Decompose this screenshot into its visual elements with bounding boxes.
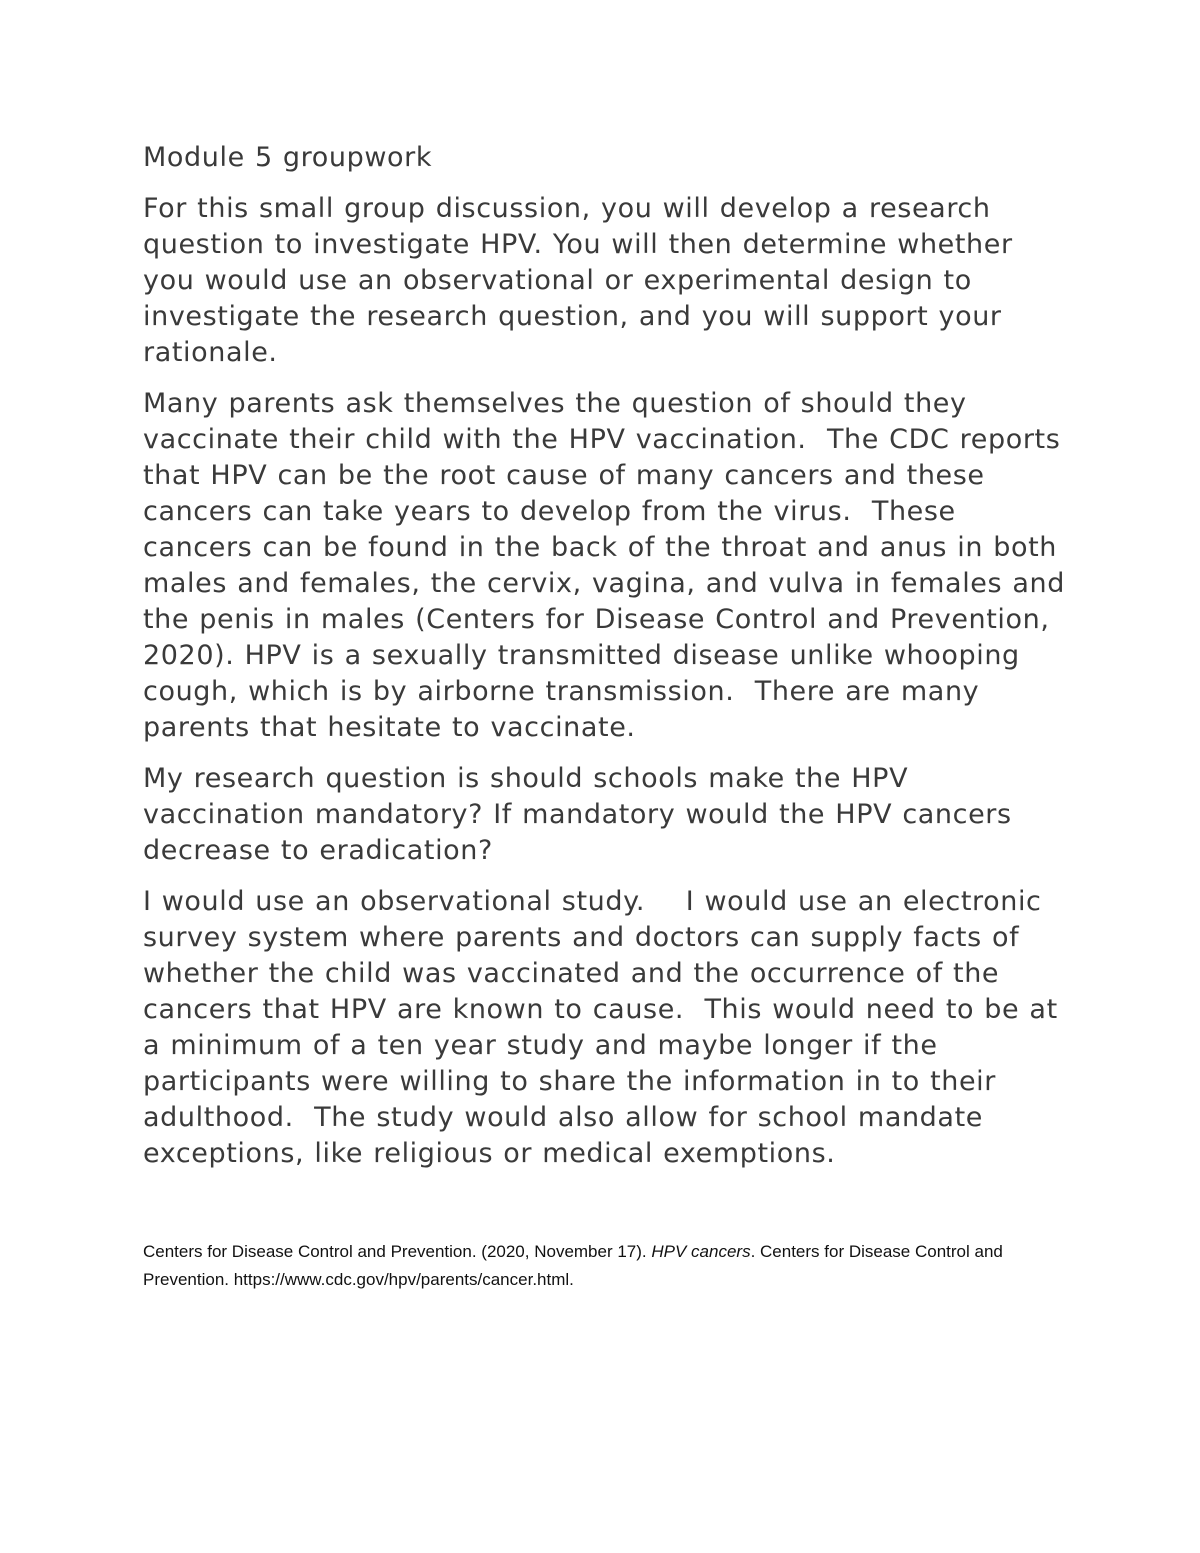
document-body [143, 140, 1076, 1187]
reference-suffix: . Centers for Disease Control and Prevention. https://www.cdc.gov/hpv/parents/cancer.html. [143, 1242, 1003, 1289]
paragraph-assignment-intro: For this small group discussion, you will develop a research question to investigate HPV. You will then determine whether you would use an observational or experimental design to investigate the research question, and you will support your rationale. [143, 193, 1023, 368]
reference-title: HPV cancers [651, 1242, 751, 1261]
paragraph-background: Many parents ask themselves the question of should they vaccinate their child with the HPV vaccination. The CDC reports that HPV can be the root cause of many cancers and these cancers can take years to develop from the virus. These cancers can be found in the back of the throat and anus in both males and females, the cervix, vagina, and vulva in females and the penis in males (Centers for Disease Control and Prevention, 2020). HPV is a sexually transmitted disease unlike whooping cough, which is by airborne transmission. There are many parents that hesitate to vaccinate. [143, 388, 1076, 743]
reference-entry [143, 1238, 1073, 1294]
reference-citation [143, 1238, 1073, 1294]
document-title: Module 5 groupwork [143, 142, 433, 173]
reference-prefix: Centers for Disease Control and Prevention. (2020, November 17). [143, 1242, 652, 1261]
paragraph-research-question: My research question is should schools make the HPV vaccination mandatory? If mandatory would the HPV cancers decrease to eradication? [143, 763, 1022, 866]
paragraph-study-design: I would use an observational study. I would use an electronic survey system where parents and doctors can supply facts of whether the child was vaccinated and the occurrence of the cancers that HPV are known to cause. This would need to be at a minimum of a ten year study and maybe longer if the participants were willing to share the information in to their adulthood. The study would also allow for school mandate exceptions, like religious or medical exemptions. [143, 886, 1068, 1169]
